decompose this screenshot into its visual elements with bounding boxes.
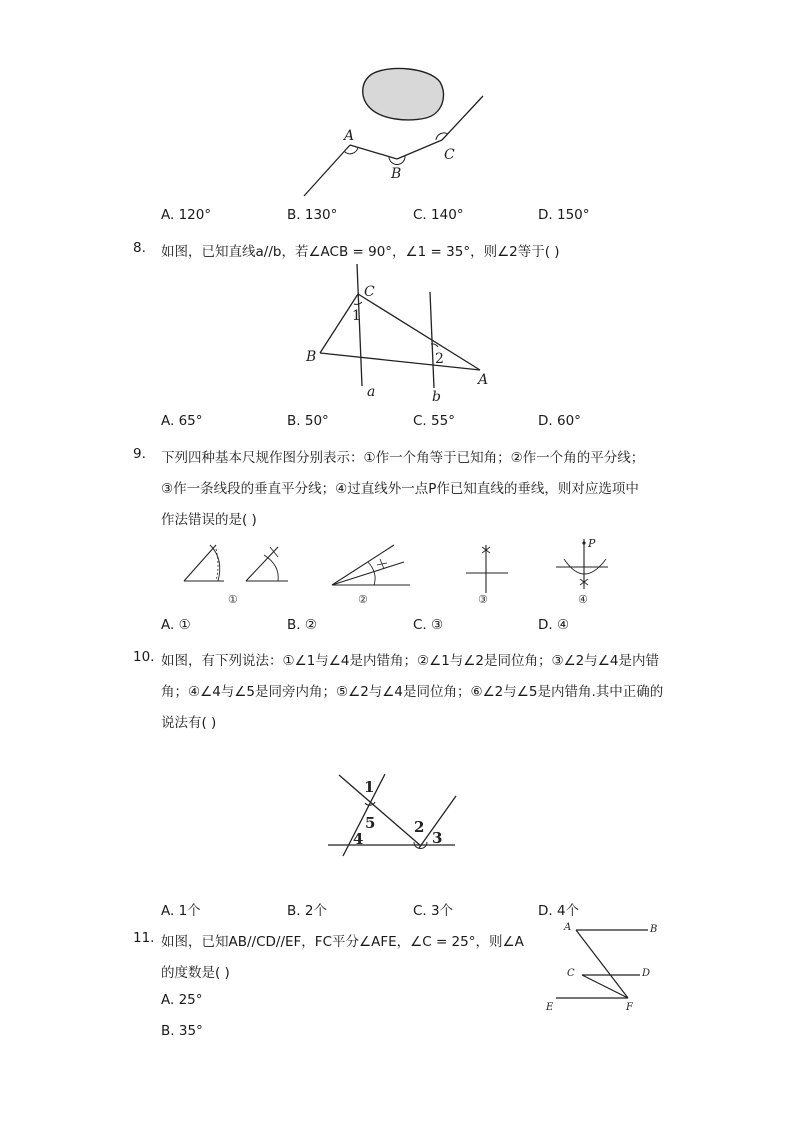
q10-number: 10. xyxy=(133,649,155,665)
svg-text:2: 2 xyxy=(414,818,425,836)
q7-option-b[interactable]: B. 130° xyxy=(287,207,338,223)
q9-option-a[interactable]: A. ① xyxy=(161,617,191,633)
q9-figure xyxy=(180,535,620,607)
svg-text:4: 4 xyxy=(353,830,364,848)
svg-text:②: ② xyxy=(358,593,368,606)
q10-option-a[interactable]: A. 1个 xyxy=(161,903,201,919)
svg-text:A: A xyxy=(564,922,572,933)
q8-option-d[interactable]: D. 60° xyxy=(538,413,581,429)
q9-stem-line-2: ③作一条线段的垂直平分线；④过直线外一点P作已知直线的垂线，则对应选项中 xyxy=(161,481,639,497)
q11-number: 11. xyxy=(133,930,155,946)
q7-option-d[interactable]: D. 150° xyxy=(538,207,590,223)
svg-text:D: D xyxy=(642,968,651,979)
svg-text:5: 5 xyxy=(365,814,376,832)
svg-text:F: F xyxy=(626,1002,633,1013)
q9-number: 9. xyxy=(133,446,146,462)
q8-option-c[interactable]: C. 55° xyxy=(413,413,455,429)
q10-stem-line-2: 角；④∠4与∠5是同旁内角；⑤∠2与∠4是同位角；⑥∠2与∠5是内错角.其中正确的 xyxy=(161,684,664,700)
svg-text:b: b xyxy=(432,389,441,405)
svg-text:a: a xyxy=(367,384,376,400)
q11-stem-line-1: 如图，已知AB//CD//EF，FC平分∠AFE，∠C = 25°，则∠A xyxy=(161,934,524,950)
q7-option-a[interactable]: A. 120° xyxy=(161,207,212,223)
q10-option-d[interactable]: D. 4个 xyxy=(538,903,580,919)
svg-text:A: A xyxy=(478,372,489,388)
q8-option-a[interactable]: A. 65° xyxy=(161,413,203,429)
q7-option-c[interactable]: C. 140° xyxy=(413,207,464,223)
svg-text:B: B xyxy=(650,924,658,935)
q8-option-b[interactable]: B. 50° xyxy=(287,413,329,429)
svg-text:C: C xyxy=(364,284,375,300)
q11-figure xyxy=(540,918,670,1014)
svg-text:E: E xyxy=(546,1002,554,1013)
q8-stem: 如图，已知直线a//b，若∠ACB = 90°，∠1 = 35°，则∠2等于( ) xyxy=(161,244,560,260)
q11-stem-line-2: 的度数是( ) xyxy=(161,965,230,981)
q10-option-c[interactable]: C. 3个 xyxy=(413,903,454,919)
q8-number: 8. xyxy=(133,240,146,256)
q9-option-d[interactable]: D. ④ xyxy=(538,617,570,633)
q7-label-C: C xyxy=(444,147,455,163)
q10-stem-line-3: 说法有( ) xyxy=(161,715,217,731)
q10-option-b[interactable]: B. 2个 xyxy=(287,903,327,919)
q11-option-b[interactable]: B. 35° xyxy=(161,1023,203,1039)
q10-stem-line-1: 如图，有下列说法：①∠1与∠4是内错角；②∠1与∠2是同位角；③∠2与∠4是内错 xyxy=(161,653,659,669)
svg-text:B: B xyxy=(306,349,317,365)
q9-option-c[interactable]: C. ③ xyxy=(413,617,444,633)
q11-option-a[interactable]: A. 25° xyxy=(161,992,203,1008)
svg-text:P: P xyxy=(588,537,596,550)
stone-shape xyxy=(363,68,444,119)
q10-figure xyxy=(325,770,460,860)
q9-stem-line-1: 下列四种基本尺规作图分别表示：①作一个角等于已知角；②作一个角的平分线； xyxy=(161,450,645,466)
svg-text:1: 1 xyxy=(364,778,375,796)
svg-text:3: 3 xyxy=(432,829,443,847)
q7-label-B: B xyxy=(391,166,402,182)
q9-option-b[interactable]: B. ② xyxy=(287,617,317,633)
q7-figure xyxy=(290,60,500,200)
q7-label-A: A xyxy=(344,128,355,144)
q9-stem-line-3: 作法错误的是( ) xyxy=(161,512,257,528)
svg-text:1: 1 xyxy=(352,308,361,324)
svg-text:①: ① xyxy=(228,593,238,606)
svg-text:2: 2 xyxy=(435,351,444,367)
svg-text:③: ③ xyxy=(478,593,488,606)
q8-figure xyxy=(300,260,500,405)
svg-text:C: C xyxy=(567,968,575,979)
svg-text:④: ④ xyxy=(578,593,588,606)
